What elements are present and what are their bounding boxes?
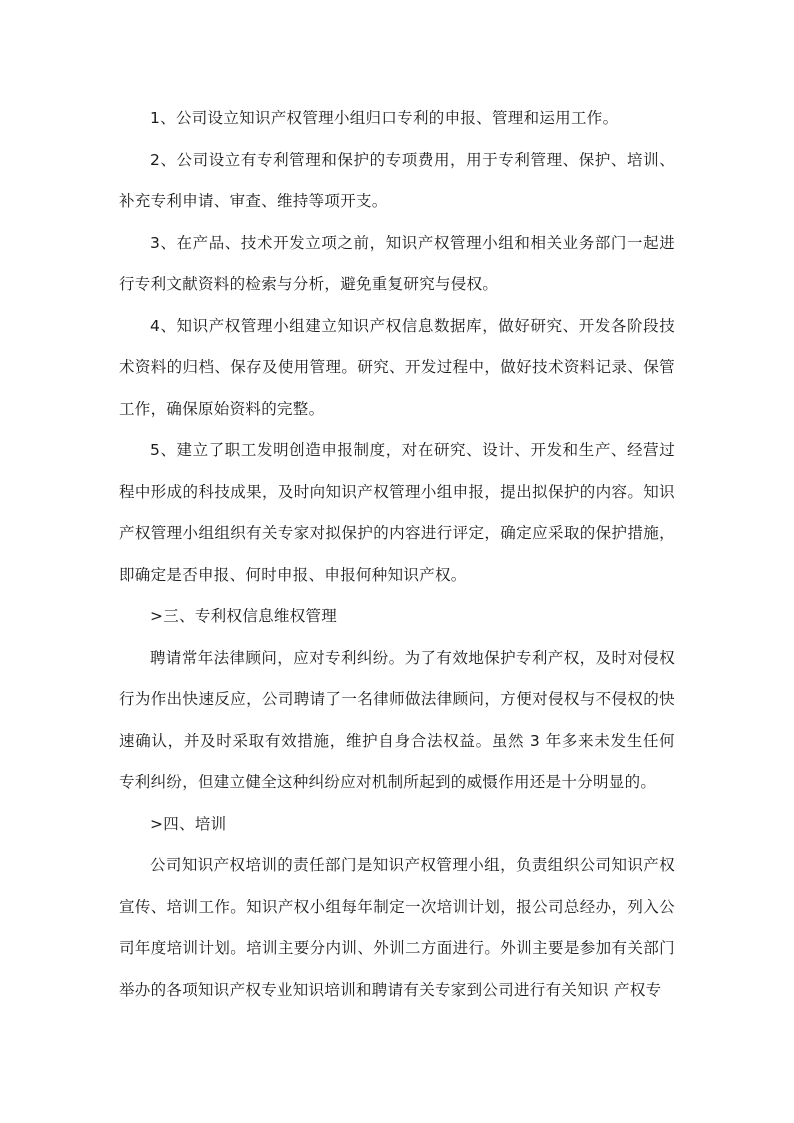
paragraph-item-5: 5、建立了职工发明创造申报制度，对在研究、设计、开发和生产、经营过程中形成的科技成果，及时向知识产权管理小组申报，提出拟保护的内容。知识产权管理小组组织有关专家对拟保护的内容进行评定，确定应采取的保护措施，即确定是否申报、何时申报、申报何种知识产权。 [119,441,675,584]
paragraph-item-4: 4、知识产权管理小组建立知识产权信息数据库，做好研究、开发各阶段技术资料的归档、保存及使用管理。研究、开发过程中，做好技术资料记录、保管工作，确保原始资料的完整。 [119,316,675,418]
section-heading-patent-rights: >三、专利权信息维权管理 [150,607,338,625]
paragraph-legal-counsel: 聘请常年法律顾问，应对专利纠纷。为了有效地保护专利产权，及时对侵权行为作出快速反应，公司聘请了一名律师做法律顾问，方便对侵权与不侵权的快速确认，并及时采取有效措施，维护自身合法权益。虽然 3 年多来未发生任何专利纠纷，但建立健全这种纠纷应对机制所起到的威慑作用还是十分明显的。 [119,648,675,791]
paragraph-training: 公司知识产权培训的责任部门是知识产权管理小组，负责组织公司知识产权宣传、培训工作。知识产权小组每年制定一次培训计划，报公司总经办，列入公司年度培训计划。培训主要分内训、外训二方面进行。外训主要是参加有关部门举办的各项知识产权专业知识培训和聘请有关专家到公司进行有关知识 产权专 [119,856,675,999]
document-body [119,98,675,1011]
section-heading-training: >四、培训 [150,814,227,833]
paragraph-item-1: 1、公司设立知识产权管理小组归口专利的申报、管理和运用工作。 [150,109,619,127]
paragraph-item-2: 2、公司设立有专利管理和保护的专项费用，用于专利管理、保护、培训、补充专利申请、审查、维持等项开支。 [119,150,675,210]
paragraph-item-3: 3、在产品、技术开发立项之前，知识产权管理小组和相关业务部门一起进行专利文献资料的检索与分析，避免重复研究与侵权。 [119,233,675,293]
